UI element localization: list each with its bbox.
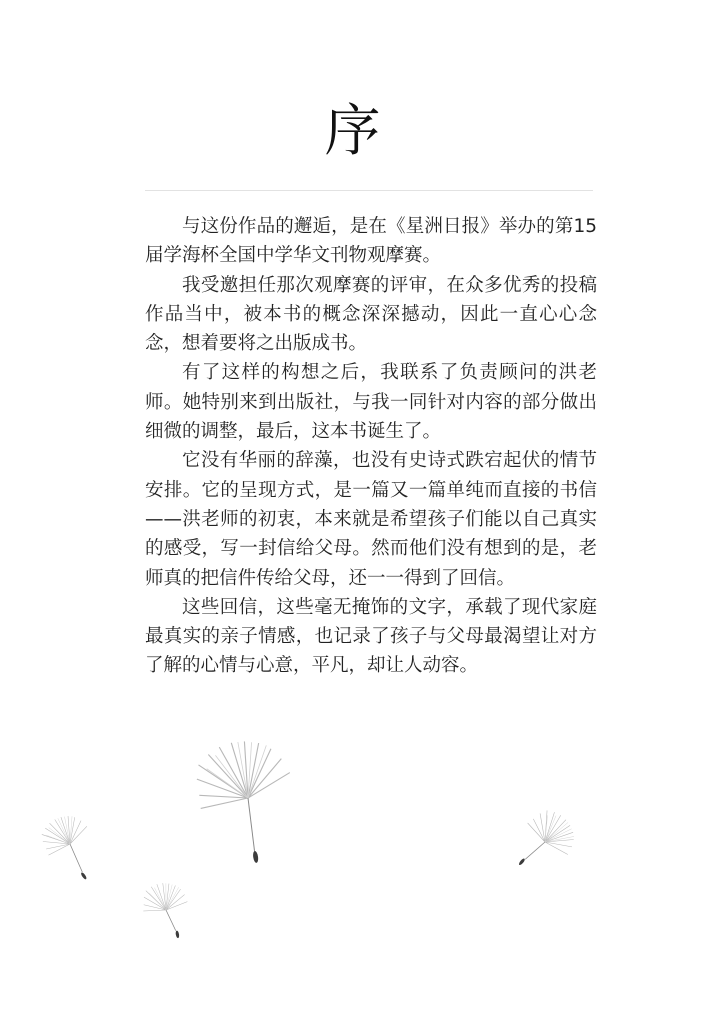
- paragraph: 这些回信，这些毫无掩饰的文字，承载了现代家庭最真实的亲子情感，也记录了孩子与父母最渴望让对方了解的心情与心意，平凡，却让人动容。: [145, 596, 597, 677]
- dandelion-seeds-illustration: [0, 740, 705, 1000]
- dandelion-seed-left: [34, 807, 112, 889]
- paragraph: 有了这样的构想之后，我联系了负责顾问的洪老师。她特别来到出版社，与我一同针对内容的部分做出细微的调整，最后，这本书诞生了。: [145, 362, 597, 443]
- dandelion-seed-right: [504, 802, 585, 884]
- dandelion-seed-bottom: [139, 880, 193, 944]
- paragraph: 它没有华丽的辞藻，也没有史诗式跌宕起伏的情节安排。它的呈现方式，是一篇又一篇单纯而直接的书信——洪老师的初衷，本来就是希望孩子们能以自己真实的感受，写一封信给父母。然而他们没有想到的是，老师真的把信件传给父母，还一一得到了回信。: [145, 450, 597, 589]
- title-divider: [145, 190, 593, 191]
- paragraph: 我受邀担任那次观摩赛的评审，在众多优秀的投稿作品当中，被本书的概念深深撼动，因此一直心心念念，想着要将之出版成书。: [145, 274, 597, 355]
- paragraph: 与这份作品的邂逅，是在《星洲日报》举办的第15届学海杯全国中学华文刊物观摩赛。: [145, 216, 597, 267]
- dandelion-seed-large: [183, 740, 315, 875]
- page-title: 序: [324, 99, 381, 164]
- preface-body: [145, 212, 597, 681]
